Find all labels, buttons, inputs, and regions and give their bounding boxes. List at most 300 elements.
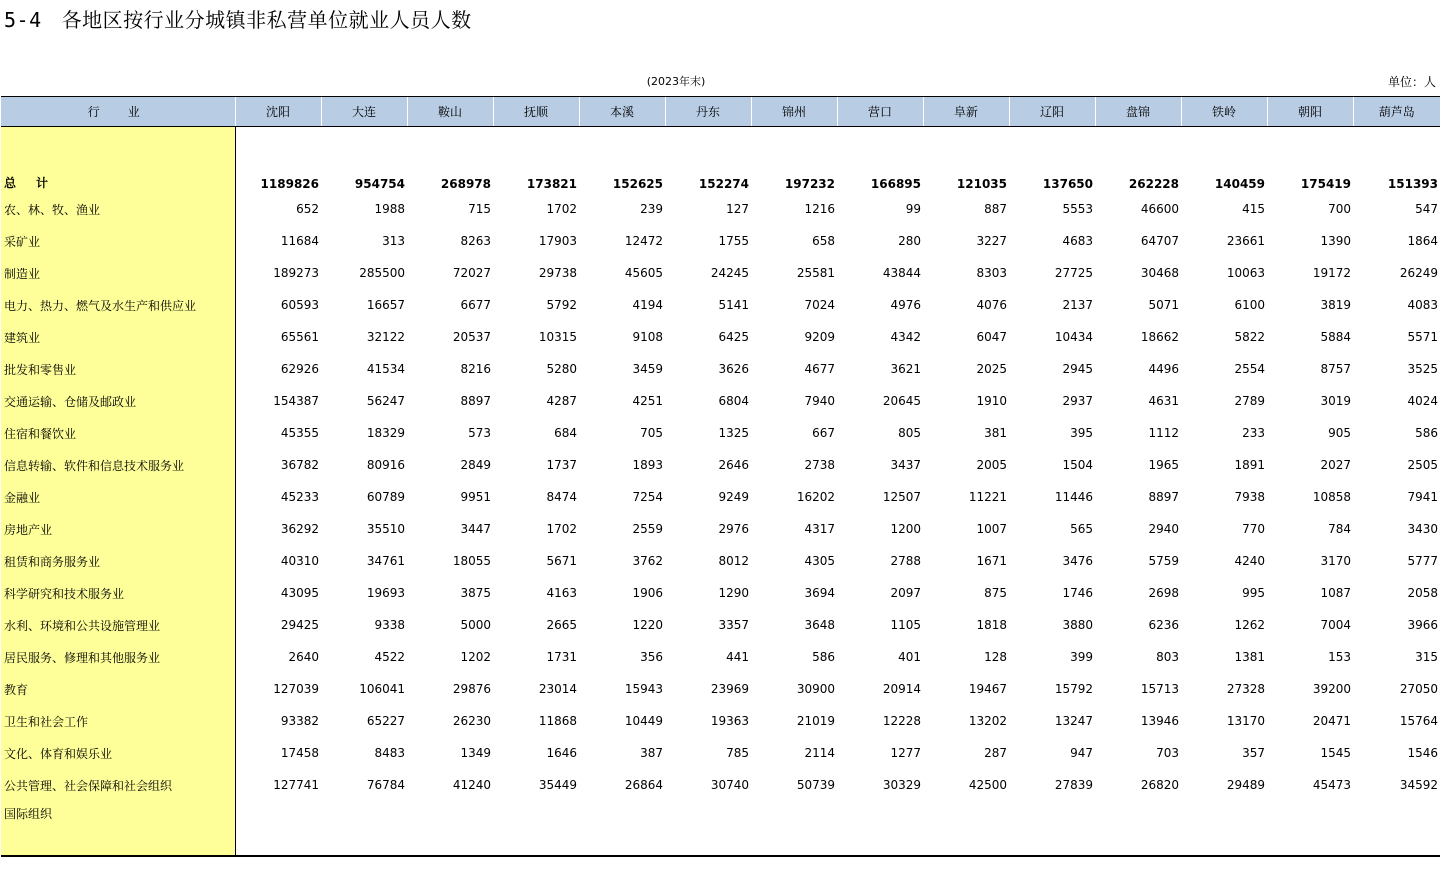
table-body: [1, 127, 1440, 857]
table-row: [1, 481, 1440, 513]
table-cell: 26249: [1399, 266, 1438, 280]
table-cell: 4194: [632, 298, 663, 312]
table-cell: [1009, 127, 1095, 157]
table-cell: 24245: [710, 266, 749, 280]
header-city: 阜新: [923, 97, 1009, 127]
industry-label: 水利、环境和公共设施管理业: [1, 609, 235, 641]
table-cell: 4342: [890, 330, 921, 344]
table-cell: 803: [1156, 650, 1179, 664]
spacer-row: [1, 127, 1440, 157]
table-cell: 4083: [1407, 298, 1438, 312]
header-city: 朝阳: [1267, 97, 1353, 127]
table-cell: 4976: [890, 298, 921, 312]
table-cell: 45355: [280, 426, 319, 440]
header-city: 葫芦岛: [1353, 97, 1440, 127]
table-cell: 10858: [1312, 490, 1351, 504]
table-cell: 586: [1415, 426, 1438, 440]
table-cell: 11446: [1054, 490, 1093, 504]
table-cell: [1009, 801, 1095, 856]
table-cell: 667: [812, 426, 835, 440]
table-cell: 43844: [882, 266, 921, 280]
table-cell: 8897: [1148, 490, 1179, 504]
table-cell: 1864: [1407, 234, 1438, 248]
table-cell: 15764: [1399, 714, 1438, 728]
table-cell: 2665: [546, 618, 577, 632]
table-cell: 2554: [1234, 362, 1265, 376]
industry-label: 住宿和餐饮业: [1, 417, 235, 449]
table-cell: 42500: [968, 778, 1007, 792]
table-cell: 6677: [460, 298, 491, 312]
header-city: 铁岭: [1181, 97, 1267, 127]
table-cell: [407, 127, 493, 157]
header-city: 盘锦: [1095, 97, 1181, 127]
table-cell: 7004: [1320, 618, 1351, 632]
table-cell: 20471: [1312, 714, 1351, 728]
table-cell: 152625: [612, 177, 663, 191]
header-industry: 行业: [1, 97, 235, 127]
table-cell: 995: [1242, 586, 1265, 600]
table-cell: 2940: [1148, 522, 1179, 536]
table-cell: 41240: [452, 778, 491, 792]
table-cell: 2789: [1234, 394, 1265, 408]
table-row: [1, 353, 1440, 385]
table-cell: 3227: [976, 234, 1007, 248]
table-cell: 30900: [796, 682, 835, 696]
header-city: 大连: [321, 97, 407, 127]
table-cell: 175419: [1300, 177, 1351, 191]
table-cell: 11684: [280, 234, 319, 248]
table-cell: 2788: [890, 554, 921, 568]
table-cell: 27839: [1054, 778, 1093, 792]
table-cell: 29489: [1226, 778, 1265, 792]
table-cell: 40310: [280, 554, 319, 568]
industry-label: 农、林、牧、渔业: [1, 193, 235, 225]
table-cell: 60593: [280, 298, 319, 312]
table-cell: 20537: [452, 330, 491, 344]
table-row: [1, 705, 1440, 737]
header-city: 本溪: [579, 97, 665, 127]
table-cell: 1891: [1234, 458, 1265, 472]
table-cell: 7254: [632, 490, 663, 504]
industry-label: 卫生和社会工作: [1, 705, 235, 737]
table-cell: 8303: [976, 266, 1007, 280]
table-cell: 3170: [1320, 554, 1351, 568]
table-cell: 3819: [1320, 298, 1351, 312]
table-cell: 154387: [273, 394, 319, 408]
table-cell: 39200: [1312, 682, 1351, 696]
table-cell: 137650: [1042, 177, 1093, 191]
table-cell: 19467: [968, 682, 1007, 696]
header-city: 营口: [837, 97, 923, 127]
table-cell: 285500: [359, 266, 405, 280]
table-cell: 1731: [546, 650, 577, 664]
table-cell: 16202: [796, 490, 835, 504]
table-cell: 1325: [718, 426, 749, 440]
table-cell: 280: [898, 234, 921, 248]
table-cell: 7024: [804, 298, 835, 312]
table-cell: 4683: [1062, 234, 1093, 248]
table-cell: 2559: [632, 522, 663, 536]
table-cell: 2937: [1062, 394, 1093, 408]
table-cell: 5000: [460, 618, 491, 632]
table-cell: 106041: [359, 682, 405, 696]
table-cell: 4287: [546, 394, 577, 408]
table-cell: 715: [468, 202, 491, 216]
table-cell: 8474: [546, 490, 577, 504]
table-cell: 6804: [718, 394, 749, 408]
table-cell: 6236: [1148, 618, 1179, 632]
table-cell: 64707: [1140, 234, 1179, 248]
table-cell: 27328: [1226, 682, 1265, 696]
industry-label: 信息转输、软件和信息技术服务业: [1, 449, 235, 481]
table-cell: 27725: [1054, 266, 1093, 280]
table-cell: [1095, 127, 1181, 157]
table-cell: 29876: [452, 682, 491, 696]
table-row: [1, 609, 1440, 641]
table-cell: [493, 801, 579, 856]
table-cell: 387: [640, 746, 663, 760]
industry-label: [1, 127, 235, 157]
table-cell: 233: [1242, 426, 1265, 440]
table-cell: 72027: [452, 266, 491, 280]
table-cell: 700: [1328, 202, 1351, 216]
table-cell: 10063: [1226, 266, 1265, 280]
table-row: [1, 545, 1440, 577]
table-cell: 1965: [1148, 458, 1179, 472]
table-cell: 13946: [1140, 714, 1179, 728]
table-cell: 80916: [366, 458, 405, 472]
table-cell: [235, 801, 321, 856]
table-cell: 2097: [890, 586, 921, 600]
table-cell: 3476: [1062, 554, 1093, 568]
industry-label: 租赁和商务服务业: [1, 545, 235, 577]
table-cell: 5884: [1320, 330, 1351, 344]
table-row: [1, 769, 1440, 801]
table-cell: [321, 801, 407, 856]
table-cell: 152274: [698, 177, 749, 191]
table-cell: 3648: [804, 618, 835, 632]
table-cell: 5280: [546, 362, 577, 376]
table-row: [1, 193, 1440, 225]
table-cell: 5141: [718, 298, 749, 312]
table-row: [1, 417, 1440, 449]
table-cell: 2114: [804, 746, 835, 760]
table-cell: 5759: [1148, 554, 1179, 568]
table-cell: 268978: [440, 177, 491, 191]
table-row: [1, 385, 1440, 417]
table-cell: 30329: [882, 778, 921, 792]
table-cell: 3357: [718, 618, 749, 632]
table-cell: 26820: [1140, 778, 1179, 792]
industry-label: 批发和零售业: [1, 353, 235, 385]
table-cell: 1087: [1320, 586, 1351, 600]
table-cell: 19172: [1312, 266, 1351, 280]
table-cell: 287: [984, 746, 1007, 760]
table-cell: 5792: [546, 298, 577, 312]
table-cell: 166895: [870, 177, 921, 191]
table-row: [1, 449, 1440, 481]
table-cell: 3880: [1062, 618, 1093, 632]
table-cell: 12507: [882, 490, 921, 504]
table-cell: 784: [1328, 522, 1351, 536]
table-cell: 905: [1328, 426, 1351, 440]
industry-label: 交通运输、仓储及邮政业: [1, 385, 235, 417]
total-row: [1, 156, 1440, 193]
table-cell: 29738: [538, 266, 577, 280]
table-cell: 262228: [1128, 177, 1179, 191]
table-cell: 805: [898, 426, 921, 440]
table-cell: 17903: [538, 234, 577, 248]
table-cell: 27050: [1399, 682, 1438, 696]
table-cell: 65561: [280, 330, 319, 344]
industry-label: 电力、热力、燃气及水生产和供应业: [1, 289, 235, 321]
table-cell: [407, 801, 493, 856]
table-cell: 1818: [976, 618, 1007, 632]
table-cell: 10449: [624, 714, 663, 728]
table-cell: 12228: [882, 714, 921, 728]
table-cell: [1267, 127, 1353, 157]
table-cell: 1545: [1320, 746, 1351, 760]
table-row: [1, 641, 1440, 673]
table-cell: 189273: [273, 266, 319, 280]
table-row: [1, 225, 1440, 257]
table-cell: [837, 127, 923, 157]
header-city: 鞍山: [407, 97, 493, 127]
table-cell: 5777: [1407, 554, 1438, 568]
table-cell: 399: [1070, 650, 1093, 664]
industry-label: 公共管理、社会保障和社会组织: [1, 769, 235, 801]
table-cell: [1181, 127, 1267, 157]
table-cell: 1546: [1407, 746, 1438, 760]
table-cell: 381: [984, 426, 1007, 440]
table-cell: 9209: [804, 330, 835, 344]
table-cell: 9108: [632, 330, 663, 344]
table-cell: 573: [468, 426, 491, 440]
table-cell: 16657: [366, 298, 405, 312]
table-cell: 30468: [1140, 266, 1179, 280]
table-cell: 1202: [460, 650, 491, 664]
table-cell: 887: [984, 202, 1007, 216]
table-cell: 1755: [718, 234, 749, 248]
table-cell: 547: [1415, 202, 1438, 216]
table-cell: 3437: [890, 458, 921, 472]
table-cell: 2646: [718, 458, 749, 472]
table-cell: 99: [905, 202, 921, 216]
table-cell: 60789: [366, 490, 405, 504]
table-cell: 3459: [632, 362, 663, 376]
table-cell: [665, 801, 751, 856]
table-cell: 1646: [546, 746, 577, 760]
table-cell: 3762: [632, 554, 663, 568]
table-cell: 1390: [1320, 234, 1351, 248]
table-cell: 1112: [1148, 426, 1179, 440]
industry-label: 教育: [1, 673, 235, 705]
table-cell: 13202: [968, 714, 1007, 728]
table-cell: 3525: [1407, 362, 1438, 376]
table-cell: 56247: [366, 394, 405, 408]
table-cell: 17458: [280, 746, 319, 760]
industry-label: 房地产业: [1, 513, 235, 545]
table-cell: 1290: [718, 586, 749, 600]
table-cell: 8216: [460, 362, 491, 376]
table-cell: 2058: [1407, 586, 1438, 600]
table-cell: 8483: [374, 746, 405, 760]
table-cell: 441: [726, 650, 749, 664]
table-cell: 11868: [538, 714, 577, 728]
table-cell: 8012: [718, 554, 749, 568]
table-cell: 4024: [1407, 394, 1438, 408]
table-cell: 1220: [632, 618, 663, 632]
table-cell: [837, 801, 923, 856]
table-cell: 20914: [882, 682, 921, 696]
table-cell: 875: [984, 586, 1007, 600]
table-cell: 3875: [460, 586, 491, 600]
table-cell: 357: [1242, 746, 1265, 760]
table-cell: 43095: [280, 586, 319, 600]
table-cell: 23014: [538, 682, 577, 696]
table-cell: 10434: [1054, 330, 1093, 344]
table-cell: 121035: [956, 177, 1007, 191]
table-cell: 4677: [804, 362, 835, 376]
table-cell: 11221: [968, 490, 1007, 504]
table-cell: 93382: [280, 714, 319, 728]
table-cell: 25581: [796, 266, 835, 280]
table-cell: 3694: [804, 586, 835, 600]
data-table-container: [1, 96, 1440, 857]
table-cell: 26864: [624, 778, 663, 792]
table-cell: [751, 127, 837, 157]
table-cell: 36782: [280, 458, 319, 472]
header-city: 沈阳: [235, 97, 321, 127]
table-cell: 18055: [452, 554, 491, 568]
table-cell: 6425: [718, 330, 749, 344]
table-cell: 21019: [796, 714, 835, 728]
table-cell: 401: [898, 650, 921, 664]
table-cell: 313: [382, 234, 405, 248]
table-cell: 770: [1242, 522, 1265, 536]
table-cell: 5071: [1148, 298, 1179, 312]
data-table: [1, 96, 1440, 857]
table-cell: 10315: [538, 330, 577, 344]
table-cell: 12472: [624, 234, 663, 248]
table-cell: 4163: [546, 586, 577, 600]
table-row: [1, 321, 1440, 353]
table-cell: 4251: [632, 394, 663, 408]
industry-label: 居民服务、修理和其他服务业: [1, 641, 235, 673]
table-cell: 1277: [890, 746, 921, 760]
table-cell: 35510: [366, 522, 405, 536]
table-cell: 2137: [1062, 298, 1093, 312]
table-cell: 35449: [538, 778, 577, 792]
table-cell: 18662: [1140, 330, 1179, 344]
table-cell: 2025: [976, 362, 1007, 376]
table-cell: 954754: [354, 177, 405, 191]
table-cell: 2640: [288, 650, 319, 664]
table-cell: 76784: [366, 778, 405, 792]
table-cell: 1893: [632, 458, 663, 472]
table-cell: 4240: [1234, 554, 1265, 568]
table-cell: 1504: [1062, 458, 1093, 472]
header-city: 锦州: [751, 97, 837, 127]
table-cell: [665, 127, 751, 157]
table-cell: 658: [812, 234, 835, 248]
table-cell: 7940: [804, 394, 835, 408]
table-cell: 15792: [1054, 682, 1093, 696]
table-cell: 1746: [1062, 586, 1093, 600]
table-cell: 173821: [526, 177, 577, 191]
table-cell: 6047: [976, 330, 1007, 344]
table-cell: 586: [812, 650, 835, 664]
table-cell: 2505: [1407, 458, 1438, 472]
table-cell: 4522: [374, 650, 405, 664]
industry-label: 金融业: [1, 481, 235, 513]
table-cell: 45473: [1312, 778, 1351, 792]
industry-label: 科学研究和技术服务业: [1, 577, 235, 609]
table-cell: 15713: [1140, 682, 1179, 696]
header-city: 抚顺: [493, 97, 579, 127]
table-cell: 1381: [1234, 650, 1265, 664]
table-cell: 4076: [976, 298, 1007, 312]
table-cell: 13170: [1226, 714, 1265, 728]
table-cell: 18329: [366, 426, 405, 440]
table-cell: 34592: [1399, 778, 1438, 792]
table-row: [1, 801, 1440, 856]
table-cell: 5553: [1062, 202, 1093, 216]
table-cell: 45605: [624, 266, 663, 280]
table-cell: 652: [296, 202, 319, 216]
table-cell: 2976: [718, 522, 749, 536]
table-cell: [1181, 801, 1267, 856]
table-cell: 1737: [546, 458, 577, 472]
table-cell: 4317: [804, 522, 835, 536]
table-cell: 8263: [460, 234, 491, 248]
table-row: [1, 513, 1440, 545]
table-cell: 2849: [460, 458, 491, 472]
table-cell: 947: [1070, 746, 1093, 760]
table-cell: 9951: [460, 490, 491, 504]
table-cell: [1267, 801, 1353, 856]
table-cell: 703: [1156, 746, 1179, 760]
table-cell: 5571: [1407, 330, 1438, 344]
table-cell: [579, 127, 665, 157]
table-cell: 9249: [718, 490, 749, 504]
table-cell: 30740: [710, 778, 749, 792]
unit-label: 单位：人: [1387, 75, 1436, 89]
header-city: 辽阳: [1009, 97, 1095, 127]
table-cell: [1353, 127, 1440, 157]
table-cell: 1200: [890, 522, 921, 536]
table-cell: 415: [1242, 202, 1265, 216]
table-row: [1, 577, 1440, 609]
table-cell: 3430: [1407, 522, 1438, 536]
table-cell: 127039: [273, 682, 319, 696]
table-cell: [751, 801, 837, 856]
table-cell: 1007: [976, 522, 1007, 536]
table-number: 5-4: [4, 8, 42, 32]
table-cell: 3019: [1320, 394, 1351, 408]
table-row: [1, 257, 1440, 289]
table-cell: 2027: [1320, 458, 1351, 472]
header-city: 丹东: [665, 97, 751, 127]
table-cell: 29425: [280, 618, 319, 632]
table-cell: 315: [1415, 650, 1438, 664]
table-header-row: [1, 97, 1440, 127]
industry-label: 建筑业: [1, 321, 235, 353]
table-cell: 36292: [280, 522, 319, 536]
table-cell: 62926: [280, 362, 319, 376]
table-title: 各地区按行业分城镇非私营单位就业人员人数: [61, 8, 472, 32]
table-cell: 3447: [460, 522, 491, 536]
